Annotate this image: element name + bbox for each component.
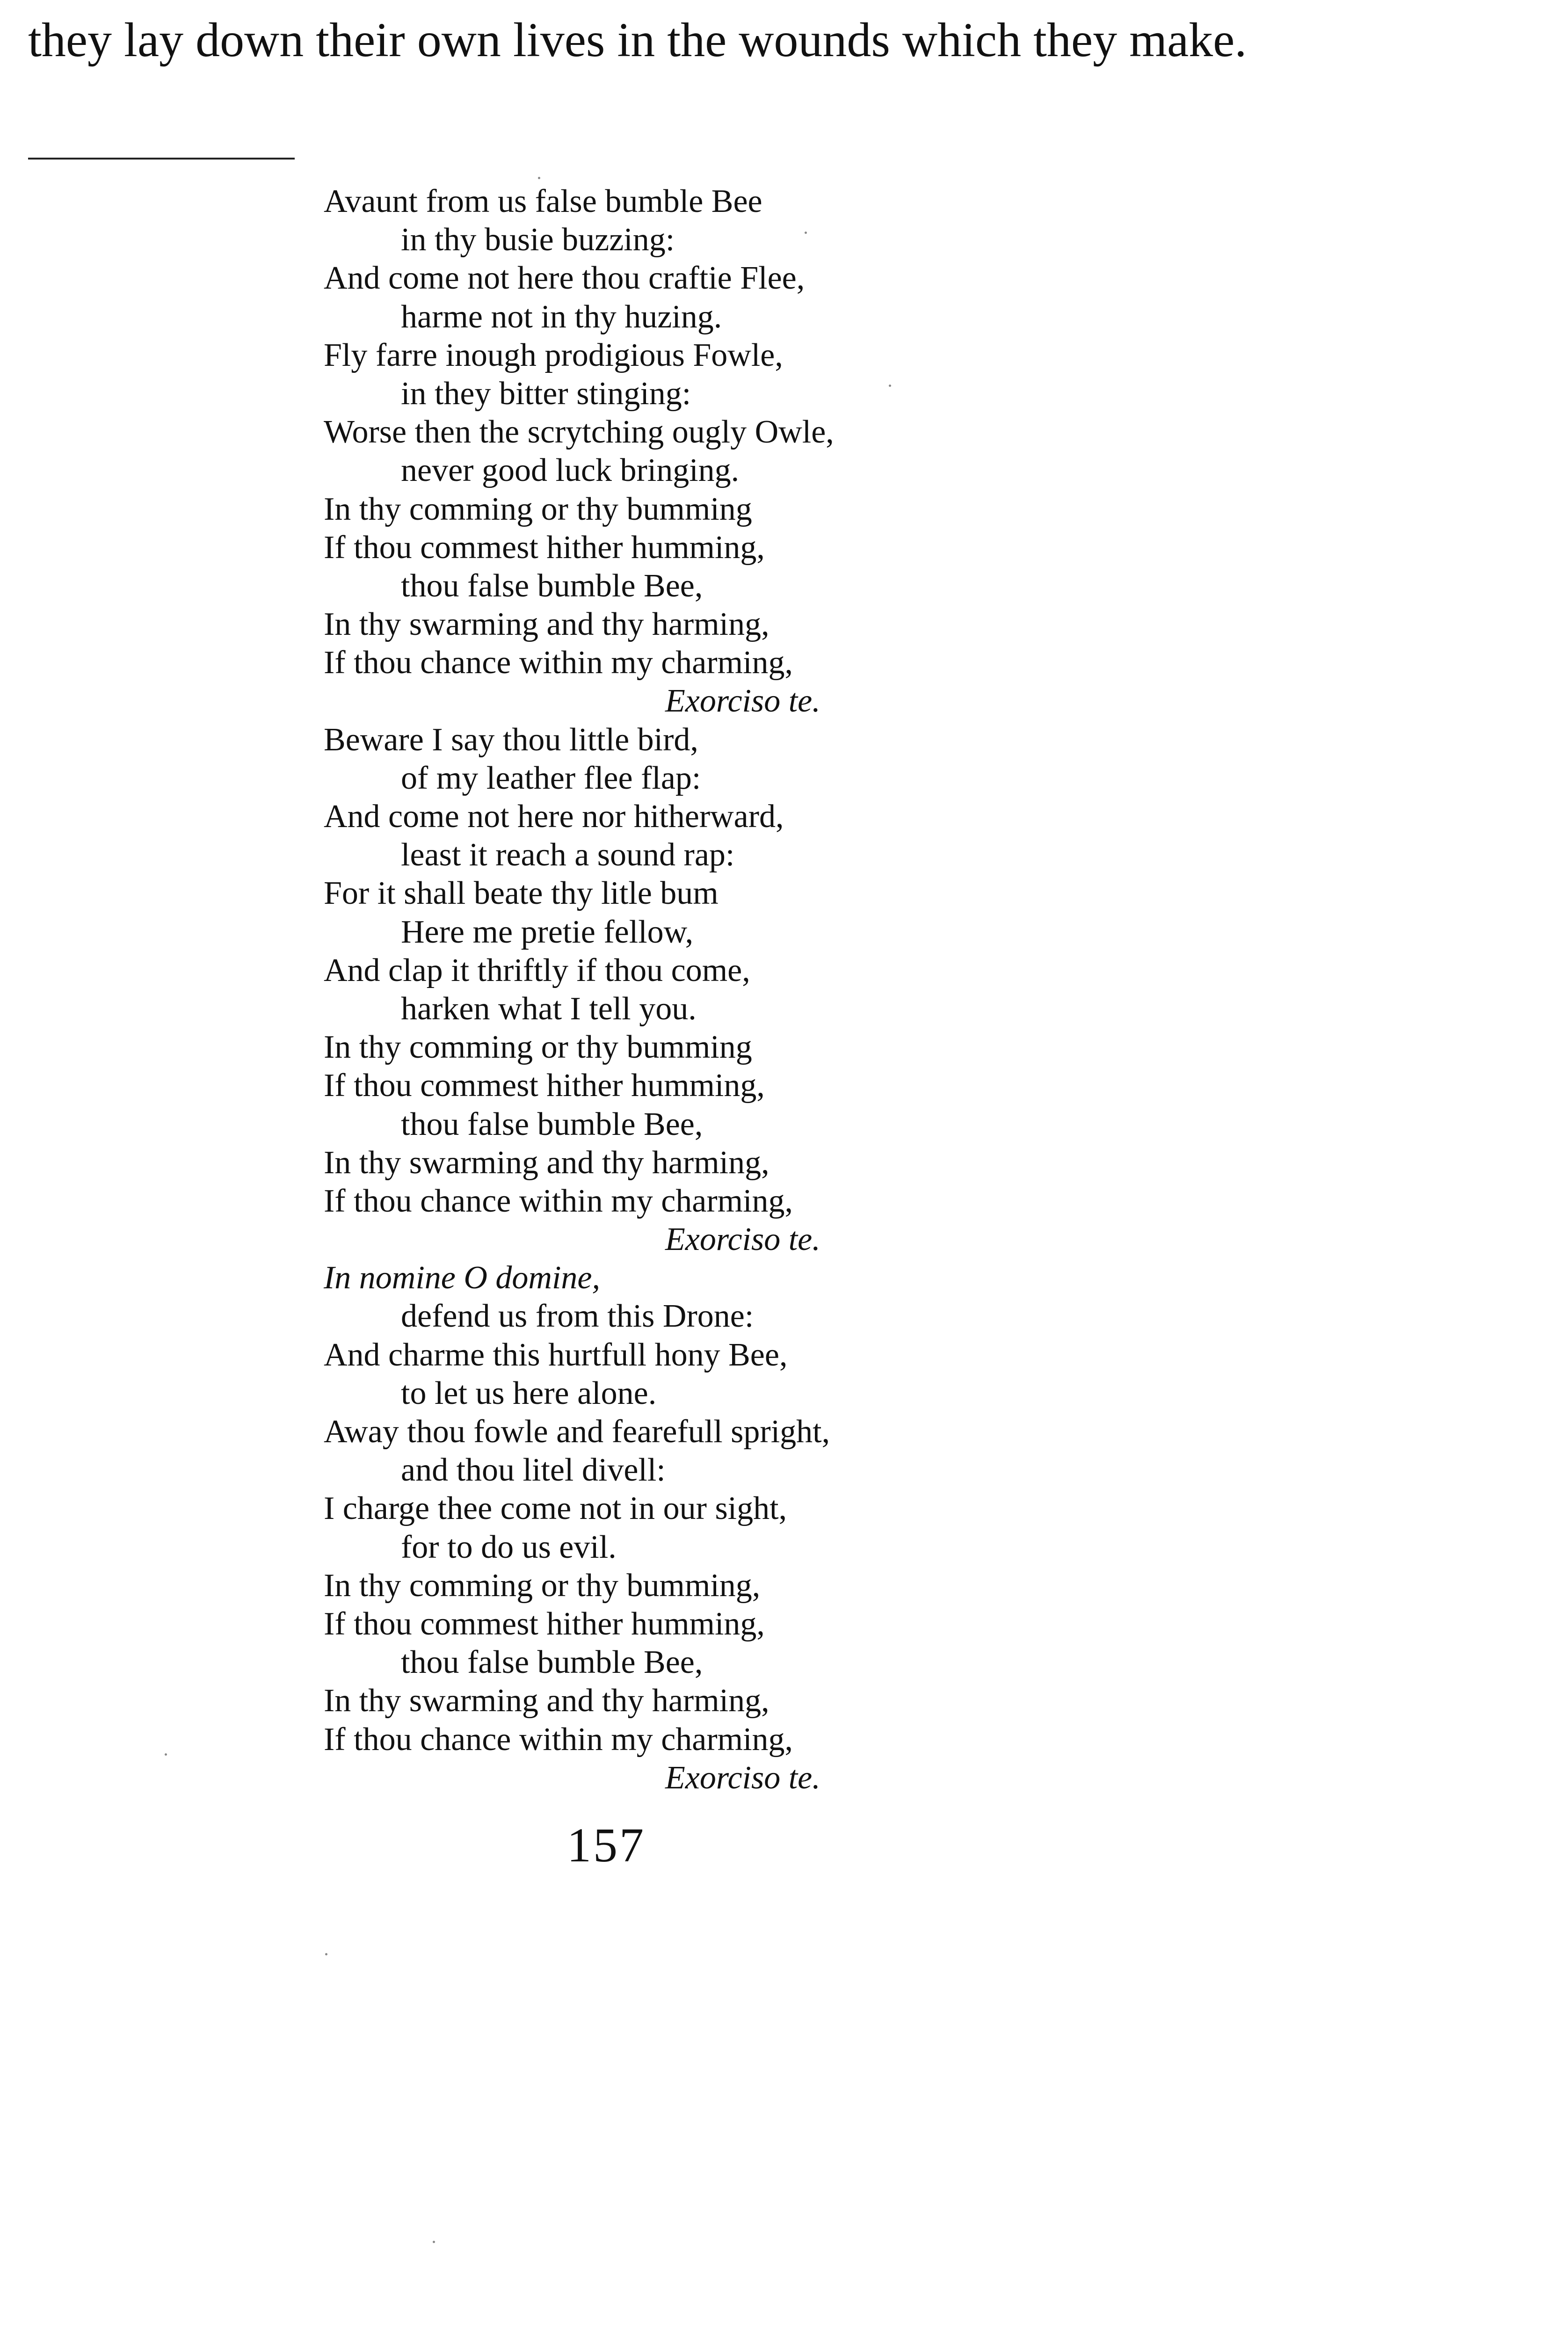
poem-line: If thou commest hither humming, <box>324 1605 765 1642</box>
paper-speck <box>165 1753 167 1756</box>
poem-line: thou false bumble Bee, <box>401 1106 703 1142</box>
poem <box>324 182 1166 1797</box>
poem-line: Beware I say thou little bird, <box>324 721 698 758</box>
poem-line: defend us from this Drone: <box>401 1298 754 1335</box>
poem-line: thou false bumble Bee, <box>401 567 703 604</box>
poem-line: In thy swarming and thy harming, <box>324 1683 769 1719</box>
poem-line: of my leather flee flap: <box>401 760 701 796</box>
poem-line: harme not in thy huzing. <box>401 298 722 335</box>
paper-speck <box>538 177 540 179</box>
paper-speck <box>805 232 807 234</box>
poem-line: never good luck bringing. <box>401 452 740 489</box>
poem-line: Here me pretie fellow, <box>401 914 694 950</box>
poem-line: In thy comming or thy bumming <box>324 491 752 527</box>
poem-line: If thou chance within my charming, <box>324 645 793 681</box>
poem-line: And come not here nor hitherward, <box>324 799 784 835</box>
page-number: 157 <box>567 1818 646 1872</box>
poem-line: harken what I tell you. <box>401 990 697 1027</box>
poem-line: If thou commest hither humming, <box>324 1068 765 1104</box>
poem-line: And clap it thriftly if thou come, <box>324 952 750 988</box>
poem-line: In thy comming or thy bumming <box>324 1029 752 1066</box>
poem-line: In thy swarming and thy harming, <box>324 606 769 643</box>
paper-speck <box>433 2241 435 2243</box>
poem-line: I charge thee come not in our sight, <box>324 1490 787 1527</box>
poem-line: Worse then the scrytching ougly Owle, <box>324 414 834 450</box>
poem-line: Avaunt from us false bumble Bee <box>324 183 762 219</box>
poem-line: thou false bumble Bee, <box>401 1644 703 1681</box>
poem-line: If thou chance within my charming, <box>324 1183 793 1219</box>
poem-refrain-line: Exorciso te. <box>665 1221 820 1258</box>
poem-line: In thy comming or thy bumming, <box>324 1567 761 1604</box>
intro-paragraph: they lay down their own lives in the wounds which they make. <box>28 13 1247 67</box>
poem-line: to let us here alone. <box>401 1375 657 1411</box>
poem-line: If thou chance within my charming, <box>324 1721 793 1758</box>
poem-line: And come not here thou craftie Flee, <box>324 260 805 297</box>
poem-line: for to do us evil. <box>401 1529 617 1565</box>
poem-line: Fly farre inough prodigious Fowle, <box>324 337 783 373</box>
poem-line: If thou commest hither humming, <box>324 529 765 566</box>
poem-line: For it shall beate thy litle bum <box>324 875 719 912</box>
section-divider <box>28 158 295 160</box>
poem-line: least it reach a sound rap: <box>401 837 735 873</box>
poem-line: Away thou fowle and fearefull spright, <box>324 1414 830 1450</box>
poem-refrain-line: Exorciso te. <box>665 1759 820 1796</box>
poem-line: and thou litel divell: <box>401 1452 666 1489</box>
poem-line: in they bitter stinging: <box>401 375 691 412</box>
poem-line: In thy swarming and thy harming, <box>324 1144 769 1181</box>
poem-line: In nomine O domine, <box>324 1260 601 1296</box>
paper-speck <box>325 1953 327 1955</box>
paper-speck <box>889 385 891 387</box>
poem-line: And charme this hurtfull hony Bee, <box>324 1337 788 1373</box>
poem-line: in thy busie buzzing: <box>401 222 675 258</box>
poem-refrain-line: Exorciso te. <box>665 683 820 719</box>
